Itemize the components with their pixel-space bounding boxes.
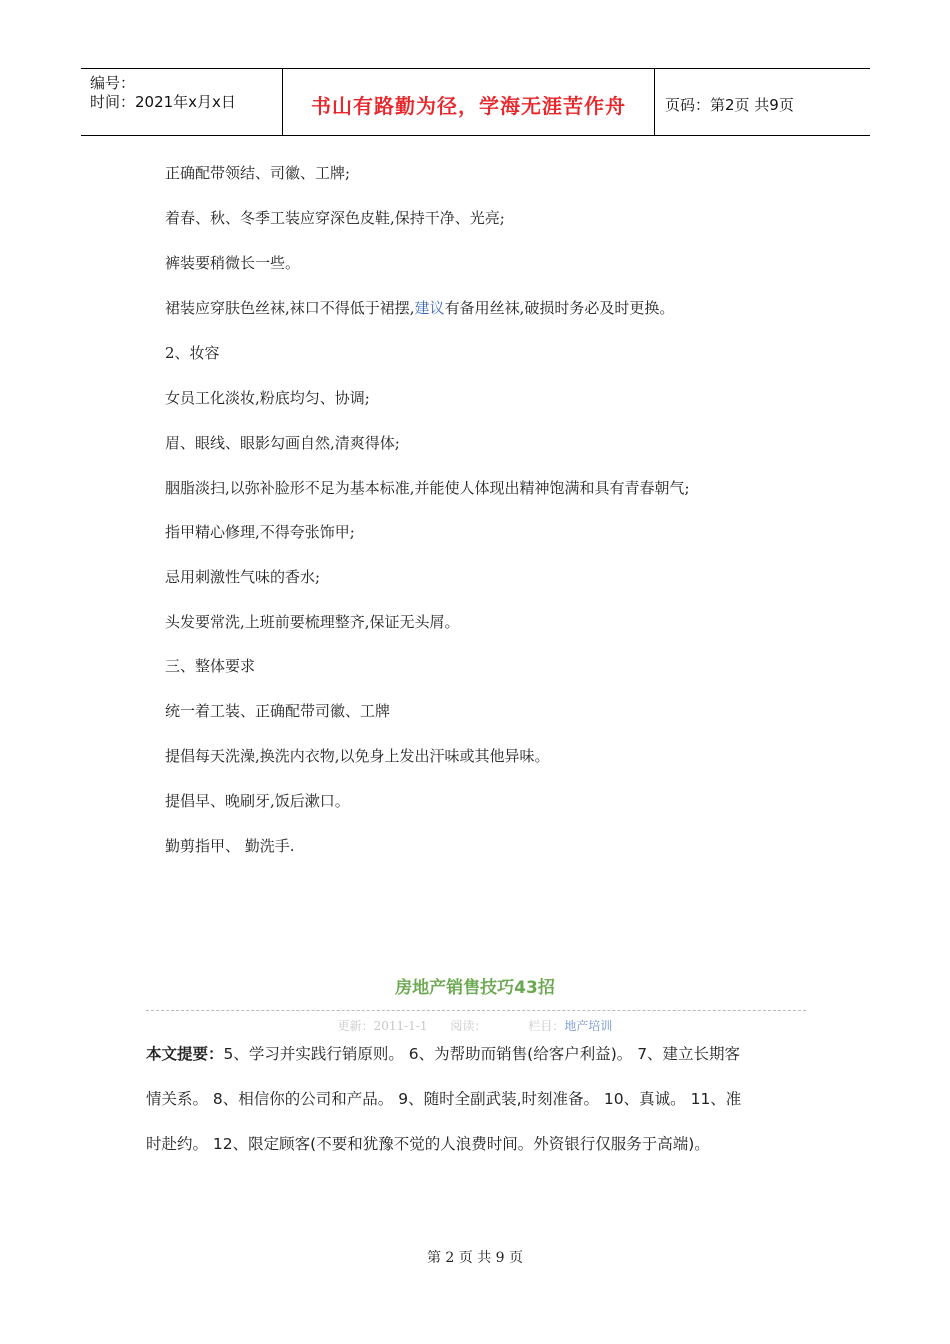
section-heading-makeup: 2、妆容 [165,344,220,362]
skirt-text-before: 裙装应穿肤色丝袜,袜口不得低于裙摆, [165,299,415,317]
article-title: 房地产销售技巧43招 [395,978,555,998]
body-line: 胭脂淡扫,以弥补脸形不足为基本标准,并能使人体现出精神饱满和具有青春朝气; [165,479,690,497]
body-line: 提倡早、晚刷牙,饭后漱口。 [165,792,350,810]
body-line: 正确配带领结、司徽、工牌; [165,164,351,182]
article-meta [0,1017,950,1034]
body-line: 勤剪指甲、 勤洗手. [165,837,295,855]
header-time-label: 时间：2021年x月x日 [90,93,236,111]
summary-label: 本文提要： [146,1045,224,1063]
skirt-text-after: 有备用丝袜,破损时务必及时更换。 [444,299,675,317]
body-line: 着春、秋、冬季工装应穿深色皮鞋,保持干净、光亮; [165,209,505,227]
suggestion-link[interactable]: 建议 [414,299,445,317]
body-line-skirt [165,297,674,318]
body-line: 提倡每天洗澡,换洗内衣物,以免身上发出汗味或其他异味。 [165,747,550,765]
summary-line: 本文提要：5、学习并实践行销原则。 6、为帮助而销售(给客户利益)。 7、建立长期客 [146,1045,741,1063]
section-heading-overall: 三、整体要求 [165,657,256,675]
body-line: 忌用刺激性气味的香水; [165,568,321,586]
header-number-label: 编号： [90,74,136,92]
body-line: 统一着工装、正确配带司徽、工牌 [165,702,391,720]
page-footer: 第 2 页 共 9 页 [426,1250,524,1266]
summary-line: 时赴约。 12、限定顾客(不要和犹豫不觉的人浪费时间。外资银行仅服务于高端)。 [146,1135,710,1153]
body-line: 女员工化淡妆,粉底均匀、协调; [165,389,370,407]
meta-read: 阅读： [450,1019,487,1033]
body-line: 眉、眼线、眼影勾画自然,清爽得体; [165,434,400,452]
meta-column: 栏目： [528,1019,565,1033]
header-bottom-rule [81,135,870,136]
header-page-code: 页码：第2页 共9页 [665,96,794,114]
body-line: 头发要常洗,上班前要梳理整齐,保证无头屑。 [165,613,460,631]
meta-updated: 更新：2011-1-1 [337,1019,428,1033]
body-line: 指甲精心修理,不得夸张饰甲; [165,523,355,541]
meta-category-link[interactable]: 地产培训 [564,1019,613,1033]
summary-line: 情关系。 8、相信你的公司和产品。 9、随时全副武装,时刻准备。 10、真诚。 11、准 [146,1090,742,1108]
header-top-rule [81,68,870,69]
header-divider-right [654,68,655,136]
body-line: 裤装要稍微长一些。 [165,254,301,272]
header-motto: 书山有路勤为径，学海无涯苦作舟 [311,94,626,118]
dashed-divider [146,1010,806,1011]
